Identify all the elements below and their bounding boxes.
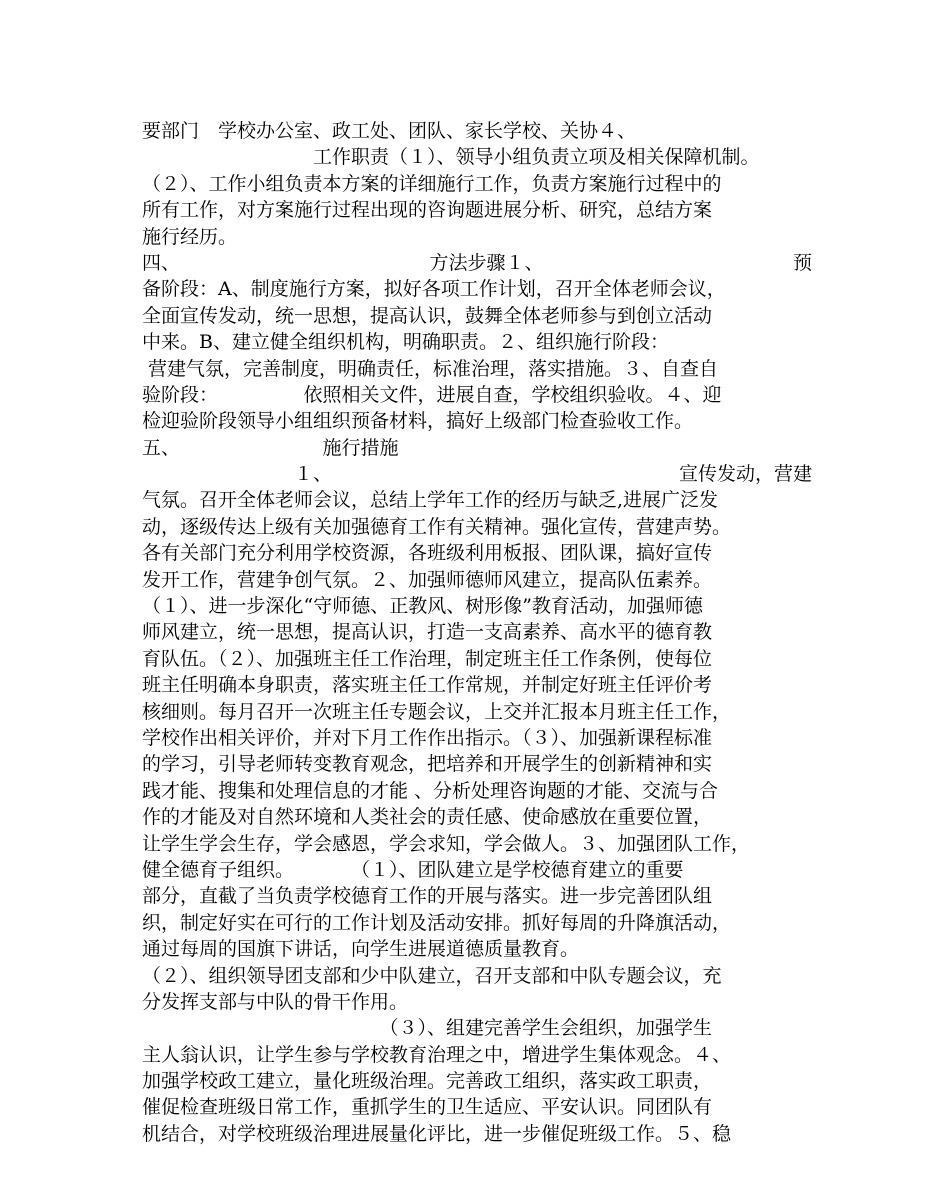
text-line: 验阶段： 依照相关文件，进展自查，学校组织验收。４、迎 (142, 383, 722, 406)
text-fragment: 宣传发动，营建 (678, 463, 812, 486)
text-line: 施行经历。 (142, 225, 238, 248)
section-number: 四、 (142, 251, 181, 274)
text-line: （１）、进一步深化“守师德、正教风、树形像”教育活动，加强师德 (142, 595, 703, 618)
document-body (142, 118, 812, 1147)
text-line: 全面宣传发动，统一思想，提高认识，鼓舞全体老师参与到创立活动 (142, 304, 713, 327)
text-line: 通过每周的国旗下讲话，向学生进展道德质量教育。 (142, 938, 580, 961)
text-line: 分发挥支部与中队的骨干作用。 (142, 990, 409, 1013)
text-line: 作的才能及对自然环境和人类社会的责任感、使命感放在重要位置， (142, 806, 713, 829)
text-line: 气氛。召开全体老师会议，总结上学年工作的经历与缺乏,进展广泛发 (142, 489, 719, 512)
text-line: 备阶段：A、制度施行方案，拟好各项工作计划，召开全体老师会议， (142, 278, 726, 301)
text-line: 主人翁认识，让学生参与学校教育治理之中，增进学生集体观念。４、 (142, 1043, 732, 1066)
text-line: 催促检查班级日常工作，重抓学生的卫生适应、平安认识。同团队有 (142, 1096, 713, 1119)
text-fragment: 预 (792, 251, 812, 274)
text-line: 核细则。每月召开一次班主任专题会议，上交并汇报本月班主任工作， (142, 700, 732, 723)
text-line: 部分，直截了当负责学校德育工作的开展与落实。进一步完善团队组 (142, 885, 713, 908)
text-line: 织，制定好实在可行的工作计划及活动安排。抓好每周的升降旗活动， (142, 911, 732, 934)
text-line: （２）、工作小组负责本方案的详细施行工作，负责方案施行过程中的 (142, 172, 722, 195)
text-line: 发开工作，营建争创气氛。２、加强师德师风建立，提高队伍素养。 (142, 568, 713, 591)
section-heading-four (142, 250, 812, 276)
text-line: 加强学校政工建立，量化班级治理。完善政工组织，落实政工职责， (142, 1070, 713, 1093)
text-line-split (142, 461, 812, 487)
text-line: 动，逐级传达上级有关加强德育工作有关精神。强化宣传，营建声势。 (142, 515, 732, 538)
text-line: （２）、组织领导团支部和少中队建立，召开支部和中队专题会议，充 (142, 964, 722, 987)
text-line: 所有工作，对方案施行过程出现的咨询题进展分析、研究，总结方案 (142, 199, 713, 222)
text-line: 检迎验阶段领导小组组织预备材料，搞好上级部门检查验收工作。 (142, 410, 694, 433)
text-line: 各有关部门充分利用学校资源，各班级利用板报、团队课，搞好宣传 (142, 542, 713, 565)
text-line: 班主任明确本身职责，落实班主任工作常规，并制定好班主任评价考 (142, 674, 713, 697)
text-fragment: １、 (142, 463, 333, 486)
section-title: 方法步骤１、 (429, 251, 544, 274)
text-line: 健全德育子组织。 （１）、团队建立是学校德育建立的重要 (142, 858, 684, 881)
text-line: 育队伍。（２）、加强班主任工作治理，制定班主任工作条例，使每位 (142, 647, 713, 670)
text-line: 要部门 学校办公室、政工处、团队、家长学校、关协４、 (142, 120, 637, 142)
text-line: 机结合，对学校班级治理进展量化评比，进一步催促班级工作。５、稳 (142, 1122, 732, 1145)
text-line: 工作职责（１）、领导小组负责立项及相关保障机制。 (142, 146, 760, 169)
text-line: 践才能、搜集和处理信息的才能 、分析处理咨询题的才能、交流与合 (142, 779, 719, 802)
text-line: （３）、组建完善学生会组织，加强学生 (142, 1017, 713, 1040)
text-line: 学校作出相关评价，并对下月工作作出指示。（３）、加强新课程标准 (142, 726, 713, 749)
text-line: 的学习，引导老师转变教育观念，把培养和开展学生的创新精神和实 (142, 753, 713, 776)
text-line: 营建气氛，完善制度，明确责任，标准治理，落实措施。３、自查自 (142, 357, 719, 380)
section-heading-five: 五、 施行措施 (142, 436, 399, 459)
text-line: 中来。B、建立健全组织机构，明确职责。２、组织施行阶段： (142, 331, 669, 354)
text-line: 师风建立，统一思想，提高认识，打造一支高素养、高水平的德育教 (142, 621, 713, 644)
text-line: 让学生学会生存，学会感恩，学会求知，学会做人。３、加强团队工作， (142, 832, 751, 855)
